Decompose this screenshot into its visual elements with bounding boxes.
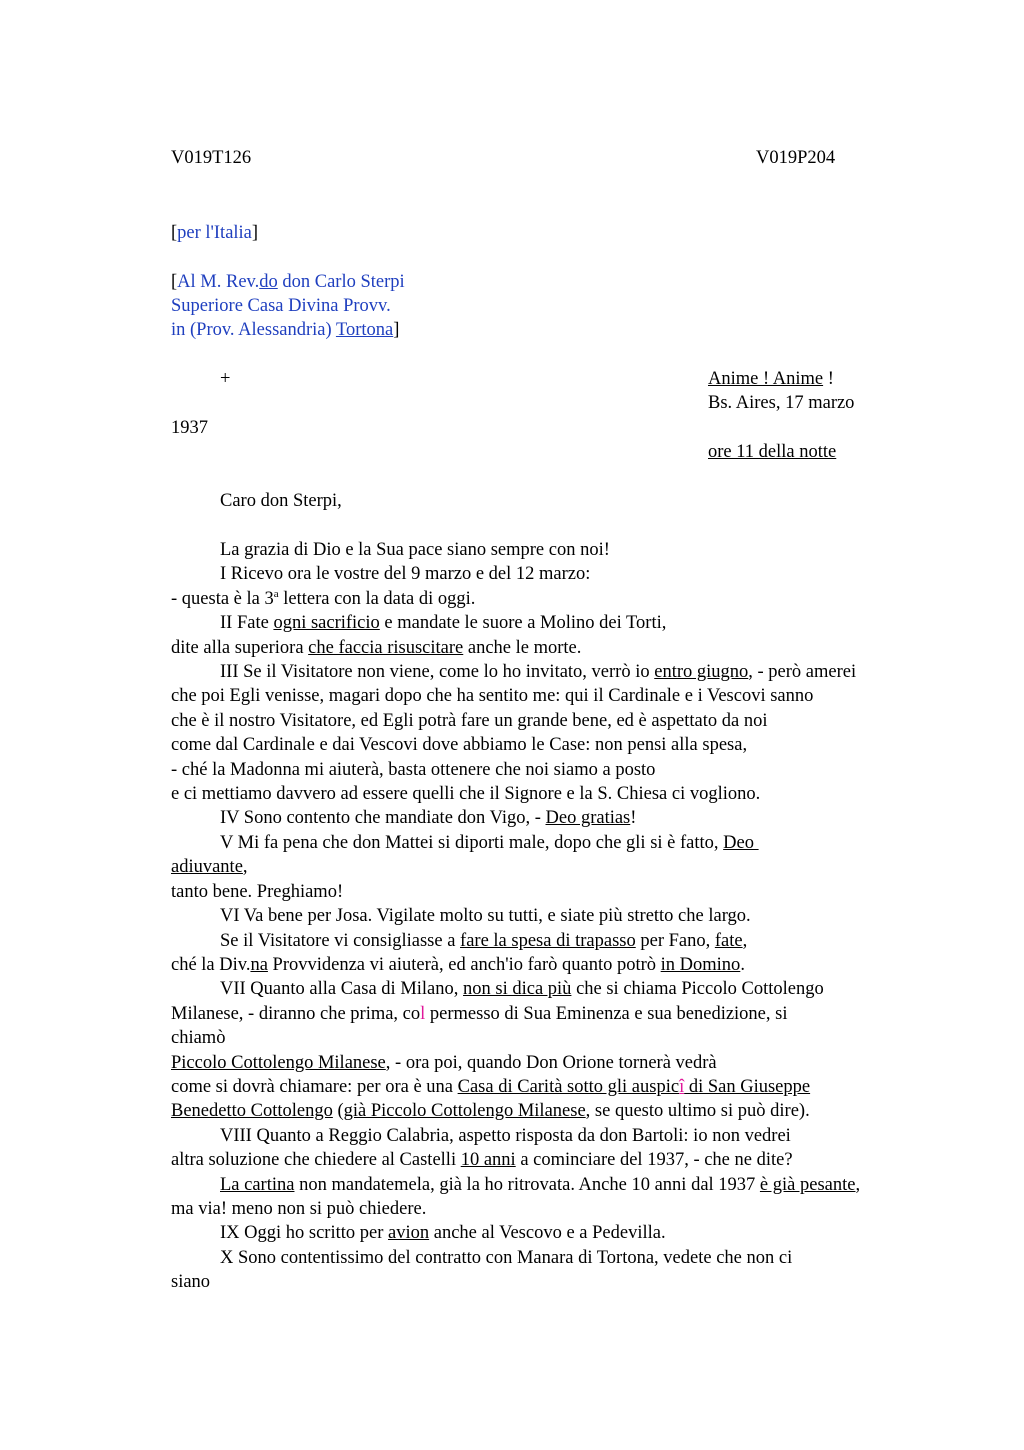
- body-line: chiamò: [171, 1028, 226, 1049]
- body-line: [171, 1099, 971, 1123]
- text: non mandatemela, già la ho ritrovata. Anche 10 anni dal 1937: [294, 1174, 760, 1195]
- body-line: VI Va bene per Josa. Vigilate molto su tutti, e siate più stretto che largo.: [220, 906, 751, 927]
- text: Se il Visitatore vi consigliasse a: [220, 930, 461, 951]
- body-line: [171, 1002, 971, 1026]
- letter-body: [171, 538, 971, 1295]
- body-line: [171, 636, 971, 660]
- superscript: a: [273, 587, 279, 600]
- text: permesso di Sua Eminenza e sua benedizione, si: [425, 1003, 788, 1024]
- bracket: [: [171, 272, 178, 292]
- body-line: X Sono contentissimo del contratto con Manara di Tortona, vedete che non ci: [220, 1247, 793, 1268]
- body-line: [171, 1173, 971, 1197]
- underlined-text: 10 anni: [460, 1150, 516, 1171]
- motto-underlined: Anime ! Anime: [708, 369, 824, 389]
- text: che si chiama Piccolo Cottolengo: [571, 979, 824, 1000]
- time-of-writing: ore 11 della notte: [708, 442, 837, 462]
- text: Milanese, - diranno che prima, co: [171, 1003, 421, 1024]
- underlined-text: entro giugno: [654, 662, 749, 683]
- text: .: [740, 954, 745, 975]
- body-line: [171, 1148, 971, 1172]
- addressee-name: don Carlo Sterpi: [277, 272, 405, 292]
- body-line: tanto bene. Preghiamo!: [171, 881, 344, 902]
- address-city: Tortona: [335, 320, 394, 340]
- bracket: ]: [393, 320, 400, 340]
- underlined-text: è già pesante: [759, 1174, 856, 1195]
- body-line: La grazia di Dio e la Sua pace siano sempre con noi!: [220, 540, 610, 560]
- body-line: [171, 806, 971, 830]
- bracket: [: [171, 223, 178, 243]
- document-code-left: V019T126: [171, 148, 252, 168]
- text: , - ora poi, quando Don Orione tornerà vedrà: [385, 1052, 717, 1073]
- underlined-text: na: [250, 954, 268, 975]
- body-line: che è il nostro Visitatore, ed Egli potrà fare un grande bene, ed è aspettato da noi: [171, 710, 768, 731]
- text: , - però amerei: [748, 662, 857, 683]
- body-line: [171, 611, 971, 635]
- destination-country: per l'Italia: [177, 223, 252, 243]
- underlined-text: adiuvante: [171, 857, 243, 878]
- underlined-text: ogni sacrificio: [273, 613, 380, 634]
- motto: [708, 367, 834, 391]
- body-line: VIII Quanto a Reggio Calabria, aspetto risposta da don Bartoli: io non vedrei: [220, 1125, 791, 1146]
- underlined-text: Benedetto Cottolengo: [171, 1101, 333, 1122]
- body-line: che poi Egli venisse, magari dopo che ha sentito me: qui il Cardinale e i Vescovi sanno: [171, 686, 814, 707]
- cross-symbol: +: [220, 369, 231, 389]
- body-line: [171, 587, 971, 611]
- underlined-text: Casa di Carità sotto gli auspic: [457, 1076, 680, 1097]
- body-line: ma via! meno non si può chiedere.: [171, 1198, 427, 1219]
- body-line: e ci mettiamo davvero ad essere quelli che il Signore e la S. Chiesa ci vogliono.: [171, 784, 761, 805]
- body-line: I Ricevo ora le vostre del 9 marzo e del 12 marzo:: [220, 564, 591, 585]
- body-line: siano: [171, 1272, 211, 1293]
- text: ,: [242, 857, 248, 878]
- bracket: ]: [251, 223, 259, 243]
- highlighted-letter: l: [420, 1003, 426, 1024]
- addressee-title: Al M. Rev.: [177, 272, 260, 292]
- text: come si dovrà chiamare: per ora è una: [171, 1076, 458, 1097]
- text: anche al Vescovo e a Pedevilla.: [429, 1223, 666, 1244]
- text: VII Quanto alla Casa di Milano,: [220, 979, 464, 1000]
- underlined-text: che faccia risuscitare: [308, 637, 464, 658]
- document-code-right: V019P204: [756, 148, 836, 168]
- place-date: Bs. Aires, 17 marzo: [708, 393, 855, 413]
- salutation: Caro don Sterpi,: [220, 491, 342, 511]
- text: V Mi fa pena che don Mattei si diporti male, dopo che gli si è fatto,: [220, 832, 724, 853]
- body-line: [171, 660, 971, 684]
- text: , se questo ultimo si può dire).: [585, 1101, 810, 1122]
- underlined-text: avion: [388, 1223, 430, 1244]
- underlined-text: in Domino: [660, 954, 741, 975]
- text: altra soluzione che chiedere al Castelli: [171, 1150, 461, 1171]
- body-line: [171, 1075, 971, 1099]
- body-line: [171, 953, 971, 977]
- underlined-text: già Piccolo Cottolengo Milanese: [343, 1101, 586, 1122]
- underlined-text: La cartina: [220, 1174, 295, 1195]
- body-line: [171, 831, 971, 855]
- underlined-text: Deo: [723, 832, 759, 853]
- body-line: - ché la Madonna mi aiuterà, basta ottenere che noi siamo a posto: [171, 759, 656, 780]
- text: IV Sono contento che mandiate don Vigo, -: [220, 808, 546, 829]
- text: - questa è la 3: [171, 588, 274, 609]
- text: lettera con la data di oggi.: [278, 588, 476, 609]
- underlined-text: fate: [714, 930, 743, 951]
- highlighted-letter: î: [679, 1076, 685, 1097]
- text: (: [332, 1101, 344, 1122]
- text: IX Oggi ho scritto per: [220, 1223, 389, 1244]
- text: !: [630, 808, 637, 829]
- text: dite alla superiora: [171, 637, 309, 658]
- text: per Fano,: [635, 930, 715, 951]
- body-line: [171, 929, 971, 953]
- addressee-title-suffix: do: [259, 272, 278, 292]
- text: ,: [855, 1174, 861, 1195]
- body-line: [171, 977, 971, 1001]
- underlined-text: Deo gratias: [545, 808, 631, 829]
- underlined-text: fare la spesa di trapasso: [460, 930, 636, 951]
- underlined-text: non si dica più: [463, 979, 572, 1000]
- address-line-1: [171, 270, 405, 294]
- text: Provvidenza vi aiuterà, ed anch'io farò quanto potrò: [267, 954, 661, 975]
- body-line: come dal Cardinale e dai Vescovi dove abbiamo le Case: non pensi alla spesa,: [171, 735, 748, 756]
- address-line-2: Superiore Casa Divina Provv.: [171, 296, 391, 316]
- body-line: [171, 1221, 971, 1245]
- address-province: in (Prov. Alessandria): [171, 320, 336, 340]
- underlined-text: Piccolo Cottolengo Milanese: [171, 1052, 386, 1073]
- text: II Fate: [220, 613, 274, 634]
- destination-line: [171, 221, 258, 245]
- text: e mandate le suore a Molino dei Torti,: [379, 613, 667, 634]
- underlined-text: di San Giuseppe: [684, 1076, 811, 1097]
- body-line: [171, 855, 971, 879]
- text: a cominciare del 1937, - che ne dite?: [515, 1150, 793, 1171]
- motto-end: !: [823, 369, 834, 389]
- text: ché la Div.: [171, 954, 251, 975]
- body-line: [171, 1051, 971, 1075]
- text: III Se il Visitatore non viene, come lo ho invitato, verrò io: [220, 662, 655, 683]
- text: anche le morte.: [463, 637, 582, 658]
- address-line-3: [171, 318, 399, 342]
- text: ,: [742, 930, 748, 951]
- year: 1937: [171, 418, 208, 438]
